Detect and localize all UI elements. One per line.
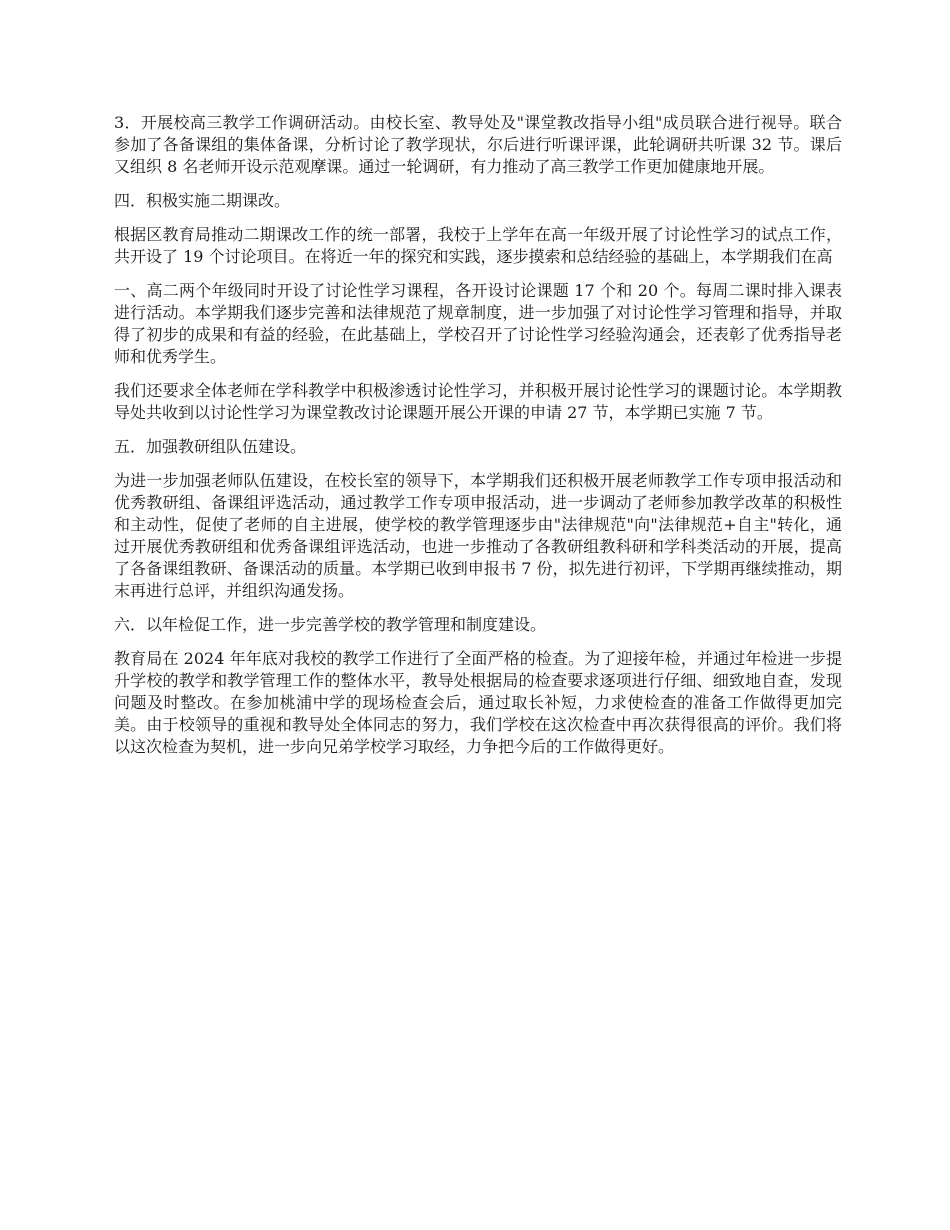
paragraph-annual-inspection: 教育局在 2024 年年底对我校的教学工作进行了全面严格的检查。为了迎接年检，并通过年检进一步提升学校的教学和教学管理工作的整体水平，教导处根据局的检查要求逐项进行仔细、细致地自查，发现问题及时整改。在参加桃浦中学的现场检查会后，通过取长补短，力求使检查的准备工作做得更加完美。由于校领导的重视和教导处全体同志的努力，我们学校在这次检查中再次获得很高的评价。我们将以这次检查为契机，进一步向兄弟学校学习取经，力争把今后的工作做得更好。: [114, 649, 842, 756]
document-body: [114, 112, 842, 770]
paragraph-open-lessons: 我们还要求全体老师在学科教学中积极渗透讨论性学习，并积极开展讨论性学习的课题讨论。本学期教导处共收到以讨论性学习为课堂教改讨论课题开展公开课的申请 27 节，本学期已实施 7 节。: [114, 381, 842, 422]
paragraph-research-courses: 一、高二两个年级同时开设了讨论性学习课程，各开设讨论课题 17 个和 20 个。每周二课时排入课表进行活动。本学期我们逐步完善和法律规范了规章制度，进一步加强了对讨论性学习管理和指导，并取得了初步的成果和有益的经验，在此基础上，学校召开了讨论性学习经验沟通会，还表彰了优秀指导老师和优秀学生。: [114, 281, 842, 366]
paragraph-team-building: 为进一步加强老师队伍建设，在校长室的领导下，本学期我们还积极开展老师教学工作专项申报活动和优秀教研组、备课组评选活动，通过教学工作专项申报活动，进一步调动了老师参加教学改革的积极性和主动性，促使了老师的自主进展，使学校的教学管理逐步由"法律规范"向"法律规范+自主"转化，通过开展优秀教研组和优秀备课组评选活动，也进一步推动了各教研组教科研和学科类活动的开展，提高了各备课组教研、备课活动的质量。本学期已收到申报书 7 份，拟先进行初评，下学期再继续推动，期末再进行总评，并组织沟通发扬。: [114, 471, 842, 600]
paragraph-reform-background: 根据区教育局推动二期课改工作的统一部署，我校于上学年在高一年级开展了讨论性学习的试点工作，共开设了 19 个讨论项目。在将近一年的探究和实践，逐步摸索和总结经验的基础上，本学期我们在高: [114, 225, 842, 266]
section-heading-curriculum-reform: 四．积极实施二期课改。: [114, 191, 291, 210]
paragraph-survey-activity: 3．开展校高三教学工作调研活动。由校长室、教导处及"课堂教改指导小组"成员联合进行视导。联合参加了各备课组的集体备课，分析讨论了教学现状，尔后进行听课评课，此轮调研共听课 32 节。课后又组织 8 名老师开设示范观摩课。通过一轮调研，有力推动了高三教学工作更加健康地开展。: [114, 113, 842, 176]
section-heading-team-building: 五．加强教研组队伍建设。: [114, 437, 307, 456]
section-heading-annual-inspection: 六．以年检促工作，进一步完善学校的教学管理和制度建设。: [114, 615, 547, 634]
